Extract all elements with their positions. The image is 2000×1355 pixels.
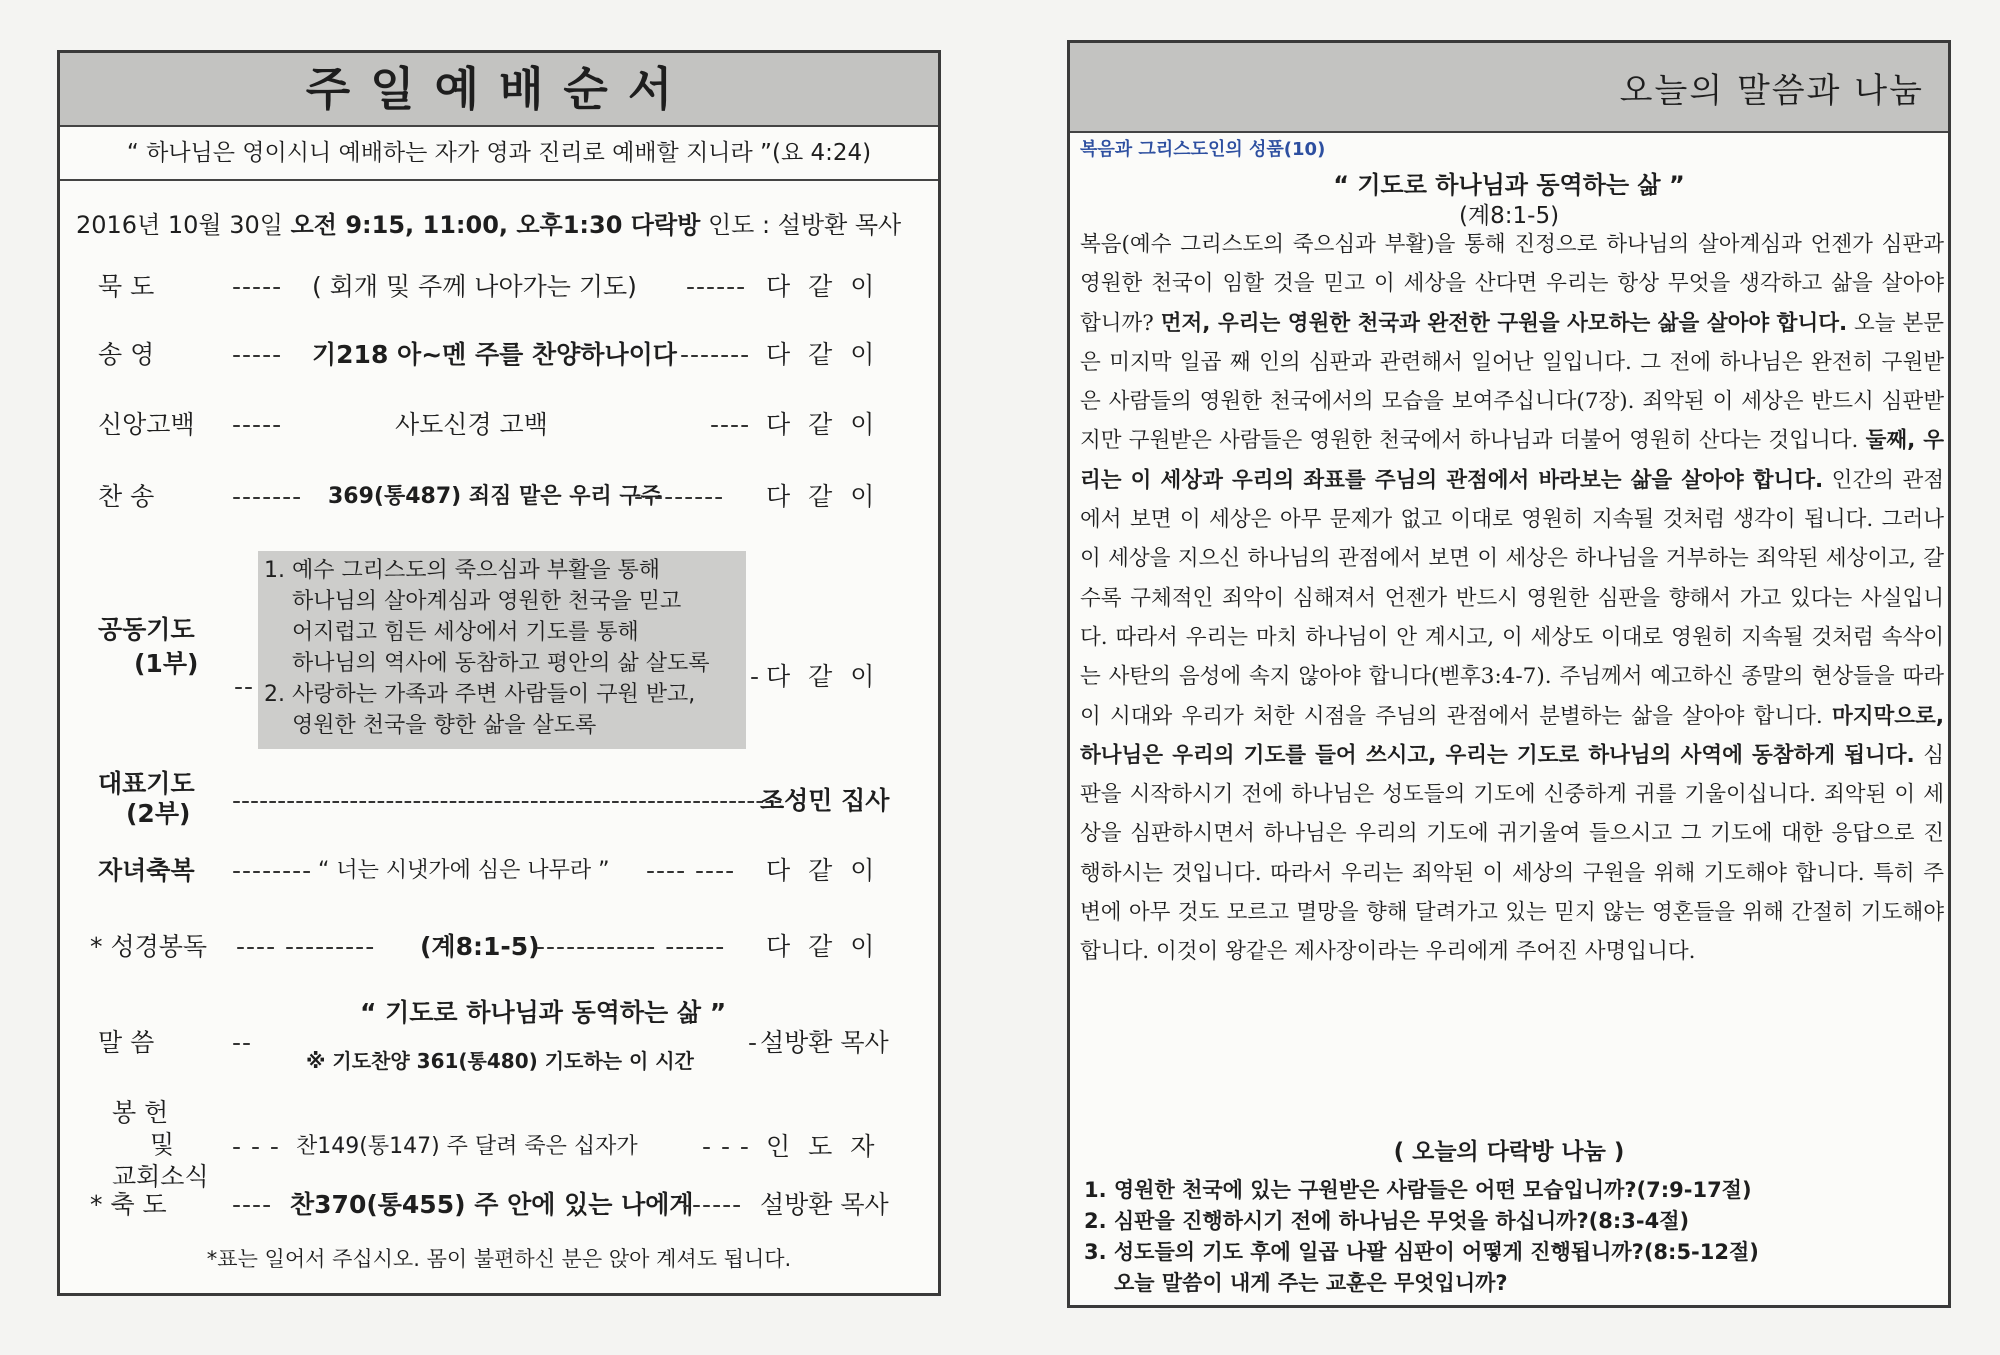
dashes: -- bbox=[234, 672, 255, 701]
question-item: 2. 심판을 진행하시기 전에 하나님은 무엇을 하십니까?(8:3-4절) bbox=[1084, 1209, 1690, 1233]
order-who: 다같이 bbox=[766, 410, 893, 439]
dashes: ------ bbox=[686, 272, 747, 301]
order-benediction bbox=[60, 1183, 938, 1227]
order-scripture-reading bbox=[60, 925, 938, 969]
order-label-sub: 및 bbox=[150, 1130, 175, 1159]
order-content: 기218 아~멘 주를 찬양하나이다 bbox=[312, 340, 677, 369]
order-who: 다같이 bbox=[766, 856, 893, 885]
dashes: ----- bbox=[232, 272, 283, 301]
order-who: 인도자 bbox=[766, 1132, 893, 1161]
order-label: * 성경봉독 bbox=[90, 932, 208, 961]
question-item: 1. 영원한 천국에 있는 구원받은 사람들은 어떤 모습입니까?(7:9-17절) bbox=[1084, 1178, 1752, 1202]
prayer-topics-box bbox=[258, 551, 746, 749]
sermon-title: “ 기도로 하나님과 동역하는 삶 ” bbox=[360, 998, 727, 1027]
order-silent-prayer bbox=[60, 265, 938, 309]
question-item: 3. 성도들의 기도 후에 일곱 나팔 심판이 어떻게 진행됩니까?(8:5-12절) bbox=[1084, 1240, 1759, 1264]
prayer-line: 어지럽고 힘든 세상에서 기도를 통해 bbox=[292, 620, 639, 645]
order-sermon bbox=[60, 995, 938, 1085]
order-content: ( 회개 및 주께 나아가는 기도) bbox=[312, 272, 637, 301]
dashes: ---- --------- bbox=[236, 932, 376, 961]
theme-verse: “ 하나님은 영이시니 예배하는 자가 영과 진리로 예배할 지니라 ”(요 4:24) bbox=[60, 127, 938, 181]
order-who: 설방환 목사 bbox=[760, 1190, 889, 1219]
dashes: - bbox=[750, 662, 761, 691]
question-item: 오늘 말씀이 내게 주는 교훈은 무엇입니까? bbox=[1114, 1271, 1508, 1295]
dashes: -- bbox=[232, 1028, 253, 1057]
order-content: 찬370(통455) 주 안에 있는 나에게 bbox=[290, 1190, 694, 1219]
order-rep-prayer bbox=[60, 769, 938, 835]
sermon-body bbox=[1080, 225, 1944, 972]
discussion-questions bbox=[1084, 1175, 1944, 1299]
standing-note: *표는 일어서 주십시오. 몸이 불편하신 분은 앉아 계셔도 됩니다. bbox=[206, 1247, 792, 1271]
body-text: 심판을 시작하시기 전에 하나님은 성도들의 기도에 신중하게 귀를 기울이십니다. 죄악된 이 세상을 심판하시면서 하나님은 우리의 기도에 귀기울여 들으시고 그 기도에 대한 응답으로 진행하시는 것입니다. 따라서 우리는 죄악된 이 세상의 구원을 위해 기도해야 합니다. 특히 주변에 아무 것도 모르고 멸망을 향해 달려가고 있는 믿지 않는 영혼들을 위해 간절히 기도해야 합니다. 이것이 왕같은 제사장이라는 우리에게 주어진 사명입니다. bbox=[1080, 742, 1944, 965]
order-content: 사도신경 고백 bbox=[395, 410, 548, 439]
sermon-sub: ※ 기도찬양 361(통480) 기도하는 이 시간 bbox=[306, 1049, 694, 1073]
order-content: 찬149(통147) 주 달려 죽은 십자가 bbox=[296, 1134, 638, 1159]
body-emphasis: 마지막으로, 하나님은 우리의 기도를 들어 쓰시고, 우리는 기도로 하나님의 사역에 동참하게 됩니다. bbox=[1080, 703, 1944, 768]
prayer-line: 1. 예수 그리스도의 죽으심과 부활을 통해 bbox=[264, 558, 660, 583]
prayer-line: 하나님의 살아계심과 영원한 천국을 믿고 bbox=[292, 589, 682, 614]
dashes: ----- bbox=[232, 340, 283, 369]
dashes: - - - bbox=[702, 1132, 750, 1161]
body-text: 복음(예수 그리스도의 죽으심과 부활)을 통해 진정으로 하나님의 살아계심과 언젠가 심판과 영원한 천국이 임할 것을 믿고 이 세상을 산다면 우리는 항상 무엇을 생각하고 삶을 살아야 합니까? bbox=[1080, 232, 1944, 336]
dashes: ----- bbox=[232, 410, 283, 439]
dashes: ------- bbox=[232, 482, 303, 511]
order-label: 묵 도 bbox=[98, 272, 155, 301]
order-label-sub: (2부) bbox=[126, 799, 191, 828]
order-who: 설방환 목사 bbox=[760, 1028, 889, 1057]
service-times: 오전 9:15, 11:00, 오후1:30 다락방 bbox=[290, 211, 701, 239]
order-content: 369(통487) 죄짐 맡은 우리 구주 bbox=[328, 484, 662, 509]
order-label: 봉 헌 bbox=[112, 1098, 169, 1127]
dashes: ---- ---- bbox=[646, 856, 736, 885]
body-emphasis: 둘째, 우리는 이 세상과 우리의 좌표를 주님의 관점에서 바라보는 삶을 살아야 합니다. bbox=[1080, 428, 1944, 493]
order-who: 다같이 bbox=[766, 272, 893, 301]
order-who: 다같이 bbox=[766, 340, 893, 369]
order-who: 다같이 bbox=[766, 932, 893, 961]
order-hymn bbox=[60, 475, 938, 519]
sermon-sharing-header bbox=[1070, 43, 1948, 133]
body-text: 오늘 본문은 미지막 일곱 째 인의 심판과 관련해서 일어난 일입니다. 그 전에 하나님은 완전히 구원받은 사람들의 영원한 천국에서의 모습을 보여주십니다(7장). 죄악된 이 세상은 반드시 심판받지만 구원받은 사람들은 영원한 천국에서 하나님과 더불어 영원히 산다는 것입니다. bbox=[1080, 310, 1944, 454]
order-creed bbox=[60, 403, 938, 447]
service-info bbox=[76, 205, 936, 240]
dashes: --------- bbox=[634, 482, 725, 511]
order-label-sub: (1부) bbox=[134, 649, 199, 678]
sermon-sharing-panel bbox=[1067, 40, 1951, 1308]
order-label: 공동기도 bbox=[98, 615, 195, 644]
order-label: 자녀축복 bbox=[98, 856, 195, 885]
prayer-line: 영원한 천국을 향한 삶을 살도록 bbox=[292, 713, 597, 738]
service-date: 2016년 10월 30일 bbox=[76, 211, 283, 239]
dashes: ------------ ------ bbox=[536, 932, 726, 961]
dashes: -------- bbox=[232, 856, 313, 885]
sermon-title: “ 기도로 하나님과 동역하는 삶 ” bbox=[1333, 171, 1685, 199]
order-label: 찬 송 bbox=[98, 482, 155, 511]
order-label: * 축 도 bbox=[90, 1190, 167, 1219]
worship-order-title: 주일예배순서 bbox=[60, 53, 938, 127]
prayer-line: 2. 사랑하는 가족과 주변 사람들이 구원 받고, bbox=[264, 682, 696, 707]
order-who: 다같이 bbox=[766, 482, 893, 511]
dashes: - bbox=[748, 1028, 759, 1057]
sermon-sharing-title: 오늘의 말씀과 나눔 bbox=[1619, 71, 1924, 111]
scripture-reference: (계8:1-5) bbox=[1458, 203, 1560, 229]
order-who: 다같이 bbox=[766, 662, 893, 691]
body-emphasis: 먼저, 우리는 영원한 천국과 완전한 구원을 사모하는 삶을 살아야 합니다. bbox=[1160, 310, 1848, 336]
worship-order-panel bbox=[57, 50, 941, 1296]
service-leader: 인도 : 설방환 목사 bbox=[707, 211, 902, 239]
sharing-title: ( 오늘의 다락방 나눔 ) bbox=[1393, 1139, 1625, 1165]
order-label: 대표기도 bbox=[98, 769, 195, 798]
prayer-line: 하나님의 역사에 동참하고 평안의 삶 살도록 bbox=[292, 651, 710, 676]
dashes: ------- bbox=[680, 340, 751, 369]
order-who: 조성민 집사 bbox=[760, 786, 890, 815]
order-content: “ 너는 시냇가에 심은 나무라 ” bbox=[318, 858, 610, 883]
order-label-sub: 교회소식 bbox=[112, 1162, 209, 1191]
body-text: 인간의 관점에서 보면 이 세상은 아무 문제가 없고 이대로 영원히 지속될 것처럼 생각이 됩니다. 그러나 이 세상을 지으신 하나님의 관점에서 보면 이 세상은 하나님을 거부하는 죄악된 세상이고, 갈수록 구체적인 죄악이 심해져서 언젠가 반드시 영원한 심판을 향해서 가고 있다는 사실입니다. 따라서 우리는 마치 하나님이 안 계시고, 이 세상도 이대로 영원히 지속될 것처럼 속삭이는 사탄의 음성에 속지 않아야 합니다(벧후3:4-7). 주님께서 예고하신 종말의 현상들을 따라 이 시대와 우리가 처한 시점을 주님의 관점에서 분별하는 삶을 살아야 합니다. bbox=[1080, 467, 1944, 729]
dashes: ------------------------------------------------------------- bbox=[232, 786, 783, 815]
order-label: 송 영 bbox=[98, 340, 155, 369]
dashes: ---- bbox=[232, 1190, 273, 1219]
order-children-blessing bbox=[60, 849, 938, 893]
order-doxology bbox=[60, 333, 938, 377]
series-label: 복음과 그리스도인의 성품(10) bbox=[1080, 139, 1326, 160]
dashes: - - - bbox=[232, 1132, 280, 1161]
order-label: 신앙고백 bbox=[98, 410, 195, 439]
dashes: ------ bbox=[682, 1190, 743, 1219]
order-content: (계8:1-5) bbox=[420, 932, 540, 961]
dashes: ---- bbox=[710, 410, 751, 439]
order-label: 말 씀 bbox=[98, 1028, 155, 1057]
